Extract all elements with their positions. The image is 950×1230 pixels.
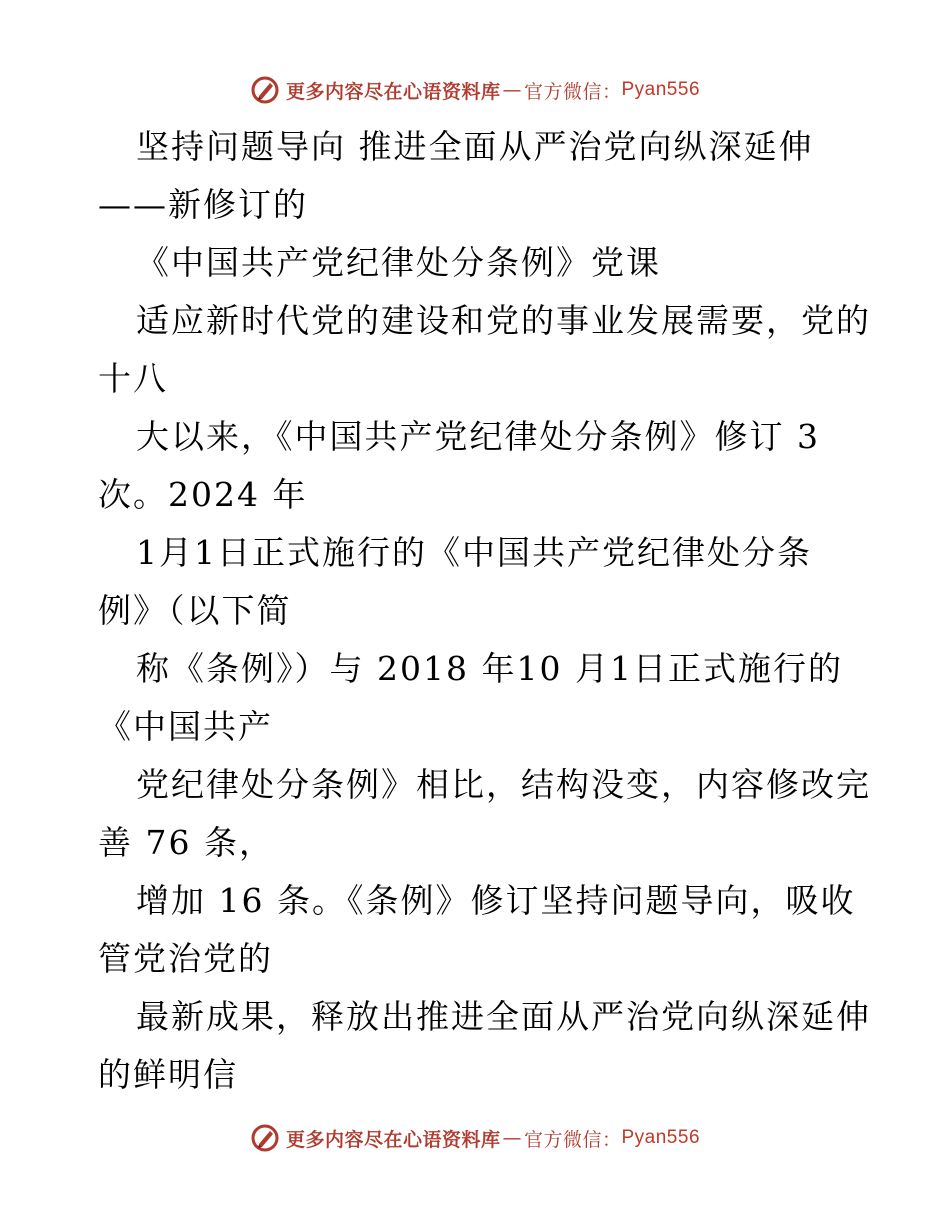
paragraph-line: 的鲜明信 <box>98 1055 238 1094</box>
paragraph-line: 1月1日正式施行的《中国共产党纪律处分条 <box>136 533 812 572</box>
paragraph-line: 党纪律处分条例》相比，结构没变，内容修改完 <box>136 765 871 804</box>
banner-site-text: 更多内容尽在心语资料库 <box>285 1128 501 1151</box>
document-subtitle-line: ——新修订的 <box>98 185 308 224</box>
banner-wechat-id: Pyan556 <box>621 1127 701 1148</box>
paragraph-line: 例》（以下简 <box>98 591 292 630</box>
header-watermark-banner <box>0 70 950 110</box>
paragraph-line: 《中国共产 <box>98 707 273 746</box>
banner-wechat-label: 官方微信： <box>523 80 622 103</box>
banner-site-text: 更多内容尽在心语资料库 <box>285 80 501 103</box>
pen-logo-icon <box>250 1123 280 1153</box>
paragraph-line: 善 76 条， <box>98 823 274 862</box>
banner-separator: — <box>502 79 522 101</box>
document-subtitle-line: 《中国共产党纪律处分条例》党课 <box>136 243 661 282</box>
paragraph-line: 称《条例》）与 2018 年10 月1日正式施行的 <box>136 649 843 688</box>
paragraph-line: 适应新时代党的建设和党的事业发展需要，党的 <box>136 301 871 340</box>
banner-separator: — <box>502 1127 522 1149</box>
paragraph-line: 十八 <box>98 359 168 398</box>
footer-watermark-banner <box>0 1118 950 1158</box>
document-title: 坚持问题导向 推进全面从严治党向纵深延伸 <box>136 127 814 166</box>
paragraph-line: 大以来，《中国共产党纪律处分条例》修订 3 <box>136 417 820 456</box>
paragraph-line: 最新成果，释放出推进全面从严治党向纵深延伸 <box>136 997 871 1036</box>
paragraph-line: 增加 16 条。《条例》修订坚持问题导向，吸收 <box>136 881 856 920</box>
pen-logo-icon <box>250 75 280 105</box>
banner-wechat-label: 官方微信： <box>523 1128 622 1151</box>
paragraph-line: 次。2024 年 <box>98 475 308 514</box>
banner-wechat-id: Pyan556 <box>621 79 701 100</box>
paragraph-line: 管党治党的 <box>98 939 273 978</box>
